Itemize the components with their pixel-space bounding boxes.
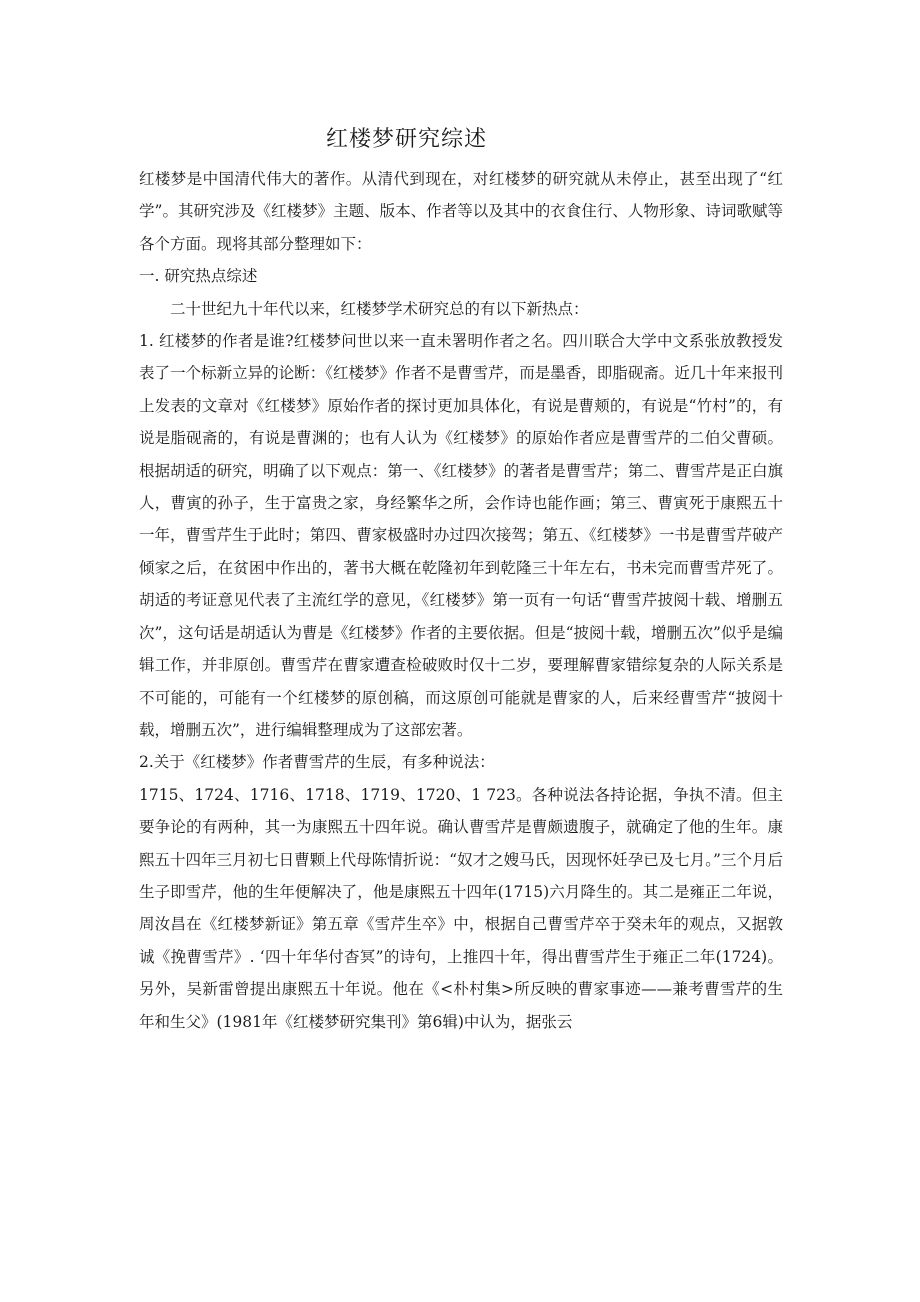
section-heading: 一. 研究热点综述 xyxy=(139,267,258,286)
document-title: 红楼梦研究综述 xyxy=(326,127,488,152)
point1-paragraph: 1. 红楼梦的作者是谁?红楼梦问世以来一直未署明作者之名。四川联合大学中文系张放教授发表了一个标新立异的论断：《红楼梦》作者不是曹雪芹，而是墨香，即脂砚斋。近几十年来报刊上发表的文章对《红楼梦》原始作者的探讨更加具体化，有说是曹颊的，有说是“竹村”的，有说是脂砚斋的，有说是曹渊的；也有人认为《红楼梦》的原始作者应是曹雪芹的二伯父曹硕。根据胡适的研究，明确了以下观点：第一、《红楼梦》的著者是曹雪芹；第二、曹雪芹是正白旗人，曹寅的孙子，生于富贵之家，身经繁华之所，会作诗也能作画；第三、曹寅死于康熙五十一年，曹雪芹生于此时；第四、曹家极盛时办过四次接驾；第五、《红楼梦》一书是曹雪芹破产倾家之后，在贫困中作出的，著书大概在乾隆初年到乾隆三十年左右，书未完而曹雪芹死了。胡适的考证意见代表了主流红学的意见，《红楼梦》第一页有一句话“曹雪芹披阅十载、增删五次”，这句话是胡适认为曹是《红楼梦》作者的主要依据。但是“披阅十载，增删五次”似乎是编辑工作，并非原创。曹雪芹在曹家遭查检破败时仅十二岁，要理解曹家错综复杂的人际关系是不可能的，可能有一个红楼梦的原创稿，而这原创可能就是曹家的人，后来经曹雪芹“披阅十载，增删五次”，进行编辑整理成为了这部宏著。 xyxy=(139,332,783,739)
point2-heading: 2.关于《红楼梦》作者曹雪芹的生辰，有多种说法： xyxy=(139,753,495,772)
intro-paragraph: 红楼梦是中国清代伟大的著作。从清代到现在，对红楼梦的研究就从未停止，甚至出现了“红学”。其研究涉及《红楼梦》主题、版本、作者等以及其中的衣食住行、人物形象、诗词歌赋等各个方面。现将其部分整理如下： xyxy=(139,170,783,253)
point2-paragraph: 1715、1724、1716、1718、1719、1720、1 723。各种说法各持论据，争执不清。但主要争论的有两种，其一为康熙五十四年说。确认曹雪芹是曹颇遗腹子，就确定了他的生年。康熙五十四年三月初七日曹颗上代母陈情折说：“奴才之嫂马氏，因现怀妊孕已及七月。”三个月后生子即雪芹，他的生年便解决了，他是康熙五十四年(1715)六月降生的。其二是雍正二年说，周汝昌在《红楼梦新证》第五章《雪芹生卒》中，根据自己曹雪芹卒于癸未年的观点，又据敦诚《挽曹雪芹》. ‘四十年华付杳冥”的诗句，上推四十年，得出曹雪芹生于雍正二年(1724)。另外，吴新雷曾提出康熙五十年说。他在《<朴村集>所反映的曹家事迹——兼考曹雪芹的生年和生父》(1981年《红楼梦研究集刊》第6辑)中认为，据张云 xyxy=(139,785,783,1031)
section-lead-paragraph: 二十世纪九十年代以来，红楼梦学术研究总的有以下新热点： xyxy=(170,299,589,318)
document-body xyxy=(139,163,783,1038)
